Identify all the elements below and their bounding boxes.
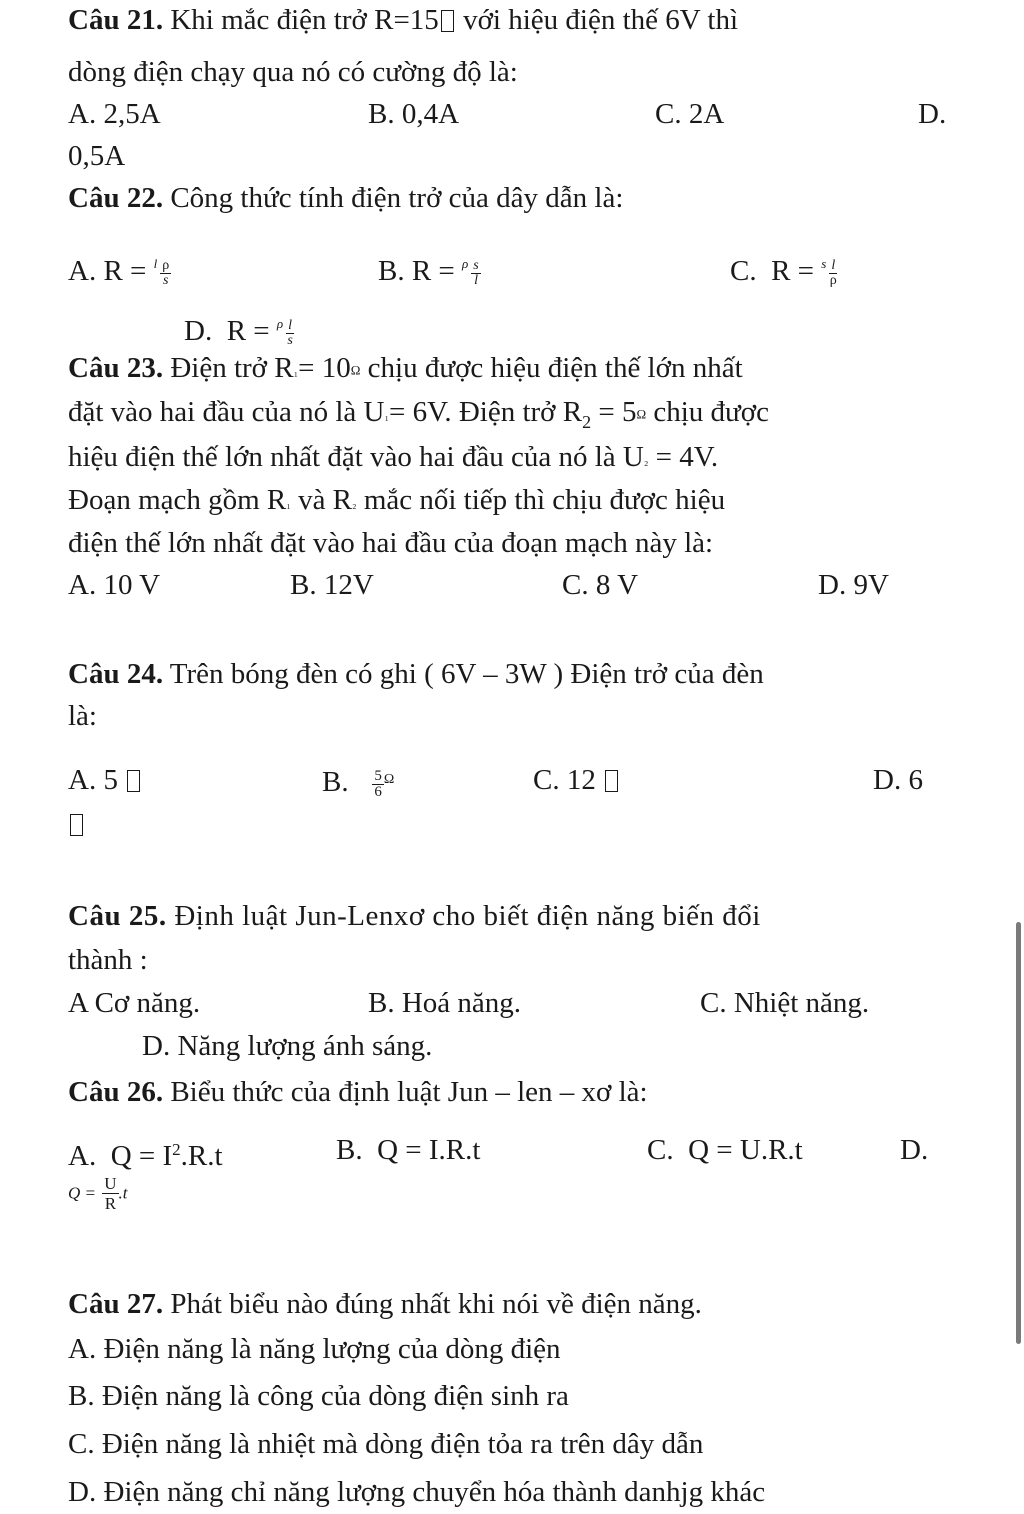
q26-option-c	[647, 1132, 803, 1168]
q23-l1-a: Điện trở R	[163, 352, 294, 384]
q26-text: Biểu thức của định luật Jun – len – xơ là:	[163, 1076, 648, 1108]
q22-c-lhs: R =	[771, 255, 815, 287]
q22-option-a	[68, 246, 171, 289]
q26-a-pre: Q = I	[110, 1140, 173, 1172]
q21-option-d-label: D.	[918, 98, 947, 130]
q24-c-value: C. 12	[533, 764, 596, 796]
q23-line4	[68, 482, 725, 520]
q21-option-c: C. 2A	[655, 98, 725, 130]
q26-d-num: U	[104, 1174, 117, 1193]
q23-l2-b: = 6V. Điện trở R	[389, 396, 583, 428]
q23-l4-sub1: ₁	[286, 494, 291, 510]
q21-text-after: với hiệu điện thế 6V thì	[455, 4, 739, 36]
q26-option-a	[68, 1132, 223, 1174]
q26-d-den: R	[104, 1194, 117, 1213]
q26-option-d-formula	[68, 1174, 128, 1213]
q23-label: Câu 23.	[68, 352, 164, 384]
q23-l2-sub2: 2	[582, 411, 592, 432]
q21-option-a: A. 2,5A	[68, 98, 161, 130]
q23-l4-a: Đoạn mạch gồm R	[68, 484, 287, 516]
q24-text: Trên bóng đèn có ghi ( 6V – 3W ) Điện trở của đèn	[163, 658, 764, 690]
q23-l2-sub1: ₁	[384, 406, 390, 422]
scrollbar[interactable]	[1016, 922, 1021, 1344]
q22-a-label: A.	[68, 255, 97, 287]
ohm-symbol: Ω	[636, 406, 647, 422]
q24-line1	[68, 656, 764, 692]
q24-line2: là:	[68, 700, 97, 732]
q25-option-a: A Cơ năng.	[68, 987, 201, 1019]
q26-a-sup: 2	[172, 1140, 181, 1159]
q23-l2-d: chịu được	[646, 396, 769, 428]
q26-c-label: C.	[647, 1134, 674, 1166]
q23-line3	[68, 439, 718, 477]
q26-d-post: .t	[118, 1183, 128, 1203]
q22-d-den: s	[287, 332, 293, 348]
q27-line1	[68, 1286, 702, 1322]
q22-b-label: B.	[378, 255, 405, 287]
q22-b-den: l	[474, 272, 478, 288]
q22-c-num: l	[831, 257, 836, 273]
q25-option-c: C. Nhiệt năng.	[700, 987, 870, 1019]
q24-option-c	[533, 762, 620, 798]
q27-text: Phát biểu nào đúng nhất khi nói về điện năng.	[163, 1288, 702, 1320]
q23-l2-c: = 5	[591, 396, 637, 428]
q27-option-c: C. Điện năng là nhiệt mà dòng điện tỏa ra trên dây dẫn	[68, 1428, 704, 1460]
q22-option-b	[378, 246, 481, 289]
q26-label: Câu 26.	[68, 1076, 164, 1108]
q22-c-fraction	[829, 259, 837, 288]
q23-option-c: C. 8 V	[562, 569, 639, 601]
q24-option-d-unit	[68, 806, 85, 842]
q23-line2	[68, 394, 769, 440]
q22-a-den: s	[163, 272, 169, 288]
q22-a-fraction	[160, 259, 171, 288]
q21-option-d-value: 0,5A	[68, 140, 126, 172]
q27-label: Câu 27.	[68, 1288, 164, 1320]
q22-c-pre: s	[821, 256, 827, 271]
q22-a-pre: l	[153, 256, 158, 271]
q22-d-fraction	[286, 319, 294, 348]
q26-option-d-label: D.	[900, 1134, 929, 1166]
q22-d-pre: ρ	[276, 316, 284, 331]
q24-a-value: A. 5	[68, 764, 118, 796]
q22-d-lhs: R =	[226, 315, 270, 347]
q26-d-fraction	[102, 1174, 118, 1213]
q25-line2: thành :	[68, 944, 148, 976]
q24-option-b	[322, 762, 394, 800]
q23-line5: điện thế lớn nhất đặt vào hai đầu của đoạn mạch này là:	[68, 527, 714, 559]
q25-label: Câu 25.	[68, 900, 167, 932]
q26-b-value: Q = I.R.t	[377, 1134, 481, 1166]
q26-option-b	[336, 1132, 480, 1168]
q24-b-den: 6	[374, 783, 382, 800]
q24-b-num: 5	[374, 767, 382, 784]
q23-l4-b: và R	[290, 484, 353, 516]
q25-text: Định luật Jun-Lenxơ cho biết điện năng biến đổi	[166, 900, 761, 932]
q23-line1	[68, 350, 743, 388]
q22-text: Công thức tính điện trở của dây dẫn là:	[163, 182, 624, 214]
q22-a-lhs: R =	[103, 255, 147, 287]
q25-line1	[68, 898, 761, 934]
q23-l1-c: chịu được hiệu điện thế lớn nhất	[360, 352, 743, 384]
q24-option-d: D. 6	[873, 764, 923, 796]
q23-l3-a: hiệu điện thế lớn nhất đặt vào hai đầu của nó là U	[68, 441, 644, 473]
q23-l2-a: đặt vào hai đầu của nó là U	[68, 396, 385, 428]
q26-a-post: .R.t	[180, 1140, 223, 1172]
q27-option-a: A. Điện năng là năng lượng của dòng điện	[68, 1333, 561, 1365]
q22-b-num: s	[473, 257, 479, 273]
q21-line1	[68, 2, 738, 38]
q24-b-fraction	[372, 769, 384, 800]
q26-c-value: Q = U.R.t	[688, 1134, 803, 1166]
q24-option-a	[68, 762, 142, 798]
q22-b-fraction	[471, 259, 480, 288]
ohm-symbol: Ω	[350, 362, 361, 378]
q22-option-d	[184, 306, 294, 349]
q23-l3-sub: ₂	[643, 451, 649, 467]
q23-option-a: A. 10 V	[68, 569, 161, 601]
q23-l4-sub2: ₂	[352, 494, 357, 510]
ohm-symbol: Ω	[383, 772, 395, 787]
q22-option-c	[730, 246, 837, 289]
q22-b-lhs: R =	[411, 255, 455, 287]
q25-option-d: D. Năng lượng ánh sáng.	[142, 1030, 433, 1062]
q21-option-b: B. 0,4A	[368, 98, 460, 130]
q22-c-den: ρ	[829, 272, 837, 288]
q26-d-lhs: Q =	[68, 1183, 96, 1203]
q22-line1	[68, 180, 623, 216]
q23-option-b: B. 12V	[290, 569, 374, 601]
q22-d-label: D.	[184, 315, 213, 347]
q26-line1	[68, 1074, 648, 1110]
q21-line2: dòng điện chạy qua nó có cường độ là:	[68, 56, 518, 88]
q22-label: Câu 22.	[68, 182, 164, 214]
missing-glyph-box	[70, 814, 83, 836]
q24-b-label: B.	[322, 766, 349, 798]
q22-b-pre: ρ	[462, 256, 469, 271]
missing-glyph-box	[605, 770, 618, 792]
q22-c-label: C.	[730, 255, 757, 287]
q24-label: Câu 24.	[68, 658, 164, 690]
q27-option-b: B. Điện năng là công của dòng điện sinh ra	[68, 1380, 569, 1412]
q21-label: Câu 21.	[68, 4, 164, 36]
q21-text: Khi mắc điện trở R=15	[163, 4, 439, 36]
q26-a-label: A.	[68, 1140, 97, 1172]
q23-l1-sub: ₁	[293, 362, 299, 378]
q22-a-num: ρ	[162, 257, 170, 273]
missing-glyph-box	[127, 770, 140, 792]
q27-option-d: D. Điện năng chỉ năng lượng chuyển hóa thành danhjg khác	[68, 1476, 766, 1508]
missing-glyph-box	[441, 10, 454, 32]
q23-l3-b: = 4V.	[648, 441, 719, 473]
q25-option-b: B. Hoá năng.	[368, 987, 522, 1019]
q26-b-label: B.	[336, 1134, 363, 1166]
q23-l4-c: mắc nối tiếp thì chịu được hiệu	[356, 484, 726, 516]
q22-d-num: l	[288, 317, 293, 333]
q23-option-d: D. 9V	[818, 569, 889, 601]
q23-l1-b: = 10	[298, 352, 351, 384]
